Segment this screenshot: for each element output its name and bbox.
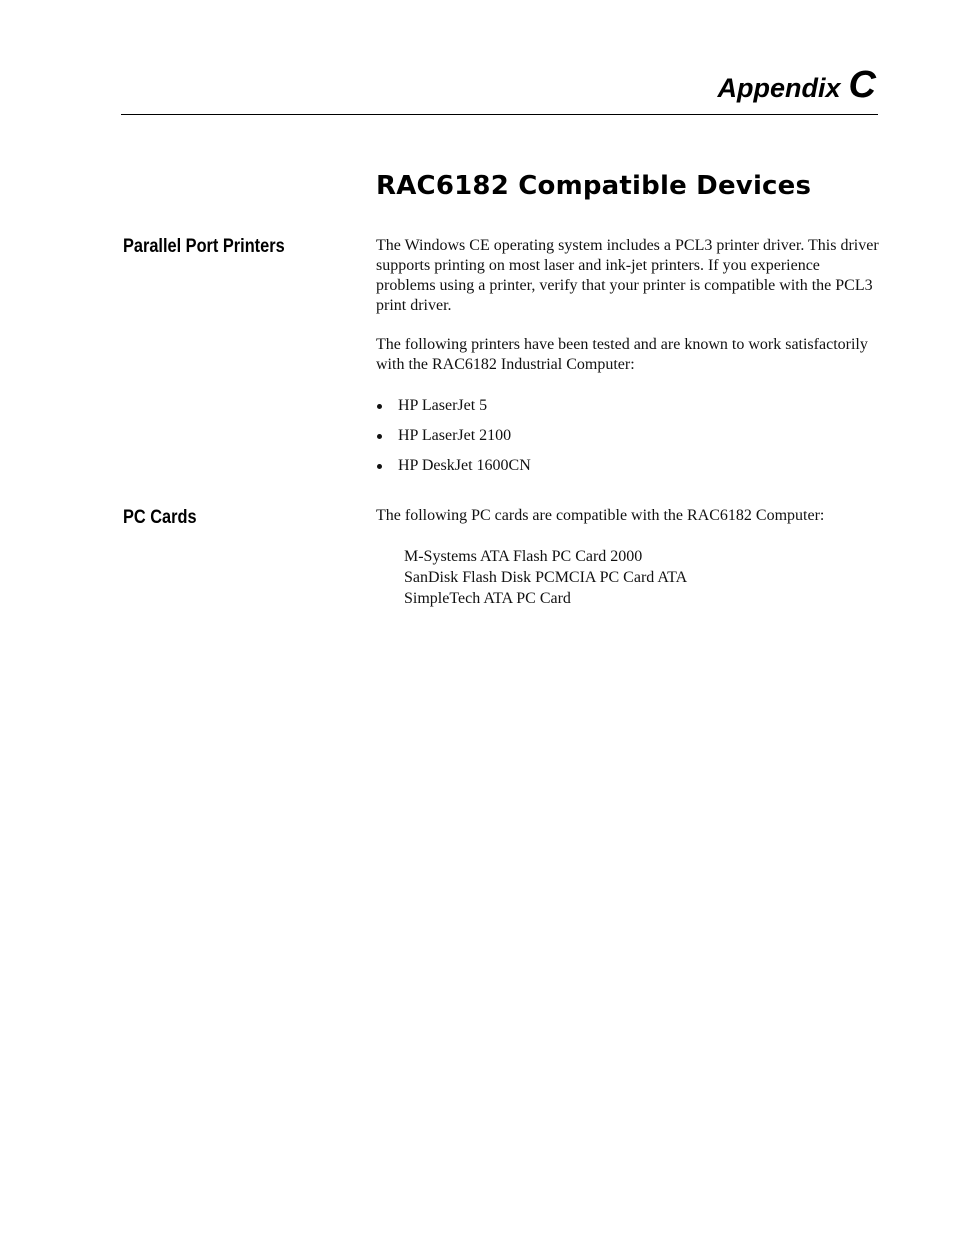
list-item: SanDisk Flash Disk PCMCIA PC Card ATA: [404, 569, 688, 586]
printers-paragraph-2: The following printers have been tested and are known to work satisfactorily with the RAC6182 Industrial Computer:: [376, 336, 868, 373]
list-item: [376, 456, 531, 476]
list-item: [376, 396, 531, 416]
bullet-icon: [377, 464, 382, 469]
pc-card-list: [404, 546, 687, 609]
printer-name: HP LaserJet 2100: [398, 427, 512, 444]
section-heading-printers: Parallel Port Printers: [123, 236, 285, 257]
appendix-word: Appendix: [717, 73, 841, 103]
appendix-letter: C: [848, 64, 876, 106]
header-rule: [121, 114, 878, 115]
printer-name: HP DeskJet 1600CN: [398, 457, 531, 474]
list-item: SimpleTech ATA PC Card: [404, 590, 571, 607]
page-title: RAC6182 Compatible Devices: [376, 171, 812, 201]
bullet-icon: [377, 434, 382, 439]
list-item: M-Systems ATA Flash PC Card 2000: [404, 548, 643, 565]
pc-cards-paragraph: The following PC cards are compatible with the RAC6182 Computer:: [376, 507, 825, 524]
appendix-header: [718, 64, 876, 107]
printer-name: HP LaserJet 5: [398, 397, 488, 414]
bullet-icon: [377, 404, 382, 409]
section-heading-pc-cards: PC Cards: [123, 507, 197, 528]
printers-paragraph-1: The Windows CE operating system includes a PCL3 printer driver. This driver supports printing on most laser and ink-jet printers. If you experience problems using a printer, verify that your printer is compatible with the PCL3 print driver.: [376, 237, 879, 314]
printer-list: [376, 396, 531, 486]
list-item: [376, 426, 531, 446]
